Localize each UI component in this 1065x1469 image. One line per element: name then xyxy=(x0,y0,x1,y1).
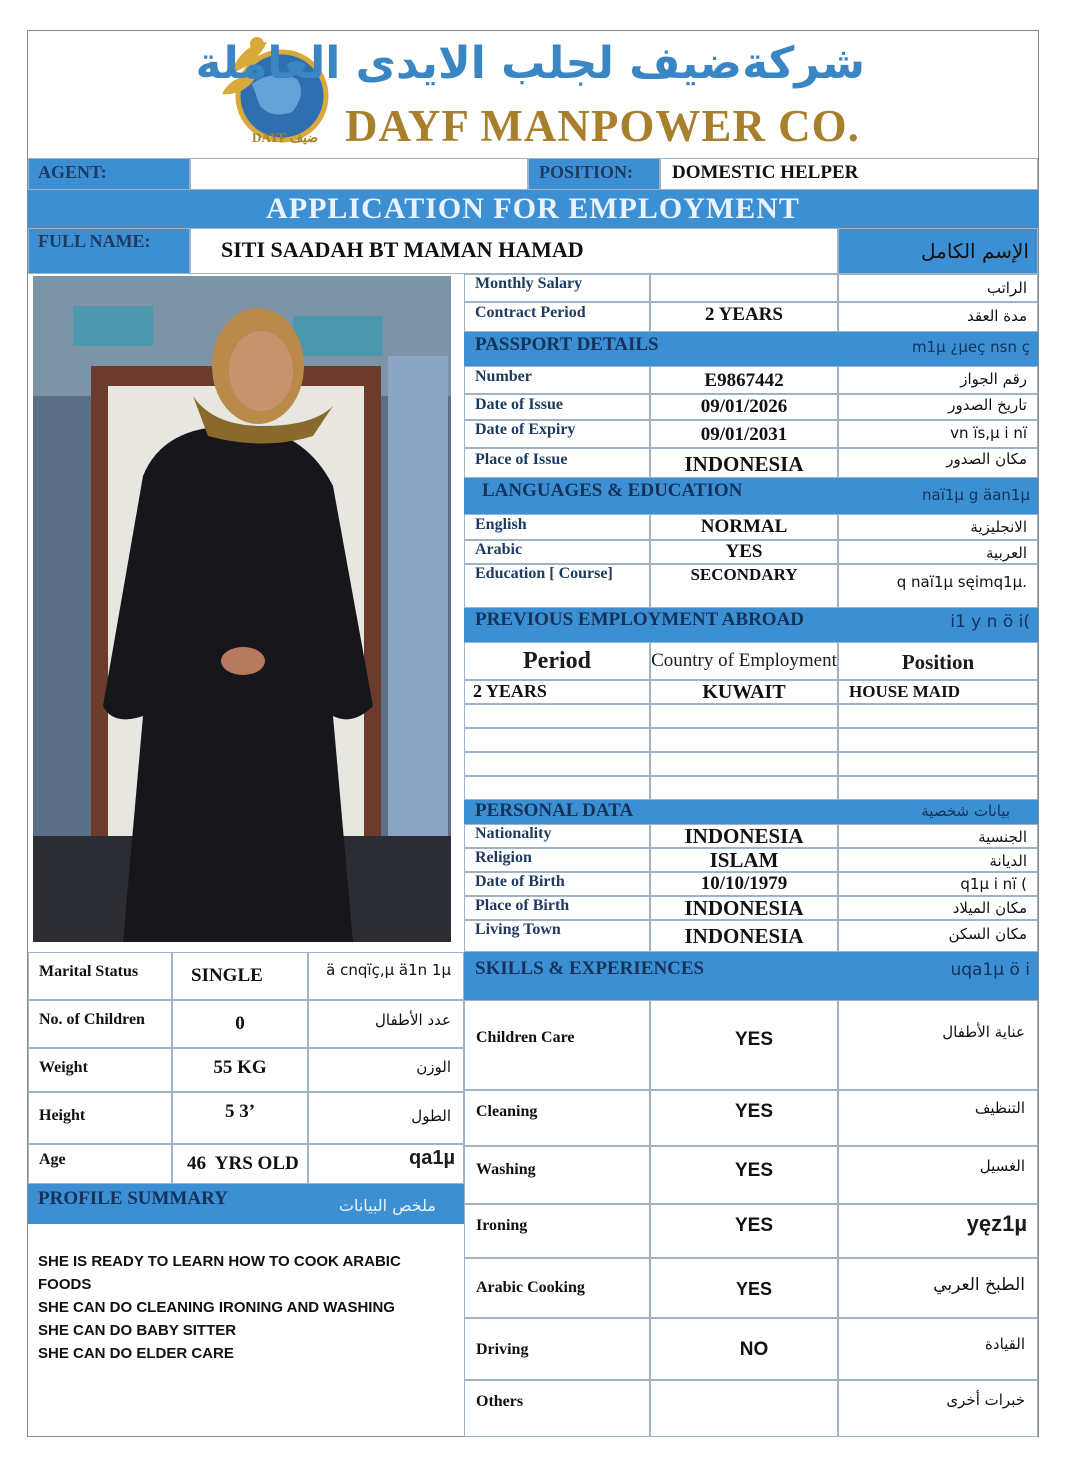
arabic-value: YES xyxy=(725,541,763,562)
employment-empty-row xyxy=(464,704,650,728)
salary-label-cell xyxy=(464,274,650,302)
languages-title: LANGUAGES & EDUCATION xyxy=(482,480,743,501)
nationality-value: INDONESIA xyxy=(684,824,804,848)
place-issue-ar: مكان الصدور xyxy=(946,450,1027,468)
english-label: English xyxy=(475,516,527,533)
fullname-value-cell xyxy=(190,228,838,274)
skill-others-label: Others xyxy=(476,1393,524,1410)
passport-title-ar: m1µ ¿µeç nsn ç xyxy=(911,338,1030,356)
place-issue-value: INDONESIA xyxy=(684,452,804,476)
skill-washing-value: YES xyxy=(734,1160,774,1181)
skill-driving-value: NO xyxy=(739,1339,769,1360)
profile-title: PROFILE SUMMARY xyxy=(38,1188,228,1209)
profile-section-header xyxy=(28,1184,464,1224)
height-value: 5 3’ xyxy=(224,1101,256,1122)
nationality-label: Nationality xyxy=(475,825,552,842)
skill-children-care-label: Children Care xyxy=(476,1029,575,1046)
skill-cleaning-ar: التنظيف xyxy=(974,1099,1025,1117)
living-town-value: INDONESIA xyxy=(684,924,804,948)
children-label: No. of Children xyxy=(39,1011,145,1028)
employment-empty-row xyxy=(464,728,650,752)
english-value: NORMAL xyxy=(700,516,788,537)
salary-label-ar: الراتب xyxy=(986,279,1027,297)
personal-title: PERSONAL DATA xyxy=(475,800,634,821)
marital-label: Marital Status xyxy=(39,963,139,980)
pob-ar: مكان الميلاد xyxy=(952,899,1027,917)
skill-ironing-label: Ironing xyxy=(476,1217,528,1234)
employment-empty-row xyxy=(464,776,650,800)
skill-others-ar: خبرات أخرى xyxy=(946,1391,1025,1409)
profile-title-ar: ملخص البيانات xyxy=(338,1196,436,1215)
skill-washing-ar: الغسيل xyxy=(979,1157,1025,1175)
skill-arabic-cooking-value: YES xyxy=(735,1279,773,1299)
pob-label: Place of Birth xyxy=(475,897,570,914)
salary-ar-cell xyxy=(838,274,1038,302)
agent-label: AGENT: xyxy=(38,162,107,182)
applicant-photo xyxy=(33,276,451,942)
logo-caption: DAYF ضيف xyxy=(251,130,319,145)
marital-ar: ä cnqïç,µ ä1n 1µ xyxy=(326,961,451,979)
skill-driving-ar: القيادة xyxy=(985,1335,1025,1353)
issue-date-ar: تاريخ الصدور xyxy=(948,396,1027,414)
profile-summary xyxy=(38,1250,458,1362)
religion-label: Religion xyxy=(475,849,532,866)
religion-value: ISLAM xyxy=(709,848,779,872)
contract-ar-cell xyxy=(838,302,1038,332)
skill-cleaning-label: Cleaning xyxy=(476,1103,538,1120)
salary-label: Monthly Salary xyxy=(475,275,583,292)
education-value: SECONDARY xyxy=(690,565,798,584)
employment-header-country: Country of Employment xyxy=(651,650,837,671)
age-label: Age xyxy=(39,1151,66,1168)
personal-stats-table xyxy=(28,952,464,1184)
english-ar: الانجليزية xyxy=(970,518,1027,536)
skills-section-header xyxy=(464,952,1038,1000)
weight-label: Weight xyxy=(39,1059,88,1076)
employment-position: HOUSE MAID xyxy=(849,682,960,701)
employment-empty-row xyxy=(464,752,650,776)
skills-title: SKILLS & EXPERIENCES xyxy=(475,958,705,979)
employment-header-position: Position xyxy=(901,650,975,674)
position-label: POSITION: xyxy=(539,162,634,182)
position-value: DOMESTIC HELPER xyxy=(672,162,859,183)
personal-section-header xyxy=(464,800,1038,824)
profile-line: SHE IS READY TO LEARN HOW TO COOK ARABIC FOODS xyxy=(38,1253,401,1293)
age-ar: qa1µ xyxy=(409,1147,455,1169)
languages-table xyxy=(464,514,1038,608)
company-name-english: DAYF MANPOWER CO. xyxy=(345,101,860,151)
skill-children-care-ar: عناية الأطفال xyxy=(942,1023,1025,1041)
education-label: Education [ Course] xyxy=(475,565,613,582)
skill-ironing-value: YES xyxy=(734,1215,774,1236)
skill-driving-label: Driving xyxy=(476,1341,529,1358)
employment-section-header xyxy=(464,608,1038,642)
weight-value: 55 KG xyxy=(213,1057,267,1078)
skills-title-ar: uqa1µ ö i xyxy=(950,960,1030,980)
passport-title: PASSPORT DETAILS xyxy=(475,334,659,355)
arabic-label: Arabic xyxy=(475,541,523,558)
height-label: Height xyxy=(39,1107,86,1124)
skill-ironing-ar: yęz1µ xyxy=(966,1211,1027,1236)
agent-label-cell xyxy=(28,158,190,190)
living-town-label: Living Town xyxy=(475,921,561,938)
profile-line: SHE CAN DO BABY SITTER xyxy=(38,1322,237,1339)
children-value: 0 xyxy=(235,1013,245,1034)
fullname-value: SITI SAADAH BT MAMAN HAMAD xyxy=(221,237,584,262)
passport-number-ar: رقم الجواز xyxy=(960,370,1027,388)
skill-arabic-cooking-ar: الطبخ العربي xyxy=(933,1275,1025,1295)
dob-ar: ) q1µ i nï xyxy=(960,875,1027,893)
passport-table xyxy=(464,366,1038,478)
contract-label-ar: مدة العقد xyxy=(967,307,1027,325)
fullname-label: FULL NAME: xyxy=(38,231,151,251)
age-value: 46 YRS OLD xyxy=(187,1153,299,1174)
arabic-ar: العربية xyxy=(986,544,1027,562)
pob-value: INDONESIA xyxy=(684,896,804,920)
position-value-cell xyxy=(660,158,1038,190)
contract-label: Contract Period xyxy=(475,304,586,321)
skills-table xyxy=(464,1000,1038,1437)
employment-header-period: Period xyxy=(523,648,591,674)
expiry-date-ar: vn ïs,µ i nï xyxy=(950,424,1027,442)
skill-cleaning-value: YES xyxy=(734,1101,774,1122)
salary-value-cell xyxy=(650,274,838,302)
issue-date-value: 09/01/2026 xyxy=(700,396,788,417)
contract-value-cell xyxy=(650,302,838,332)
marital-value: SINGLE xyxy=(191,965,263,986)
living-town-ar: مكان السكن xyxy=(948,925,1027,943)
employment-country: KUWAIT xyxy=(702,681,786,703)
expiry-date-label: Date of Expiry xyxy=(475,421,576,438)
employment-table xyxy=(464,642,1038,800)
contract-label-cell xyxy=(464,302,650,332)
nationality-ar: الجنسية xyxy=(978,828,1027,846)
personal-table xyxy=(464,824,1038,952)
profile-line: SHE CAN DO ELDER CARE xyxy=(38,1345,234,1362)
skill-arabic-cooking-label: Arabic Cooking xyxy=(476,1279,585,1296)
company-name-arabic: شركةضيف لجلب الايدى العاملة xyxy=(195,38,865,89)
fullname-ar-cell xyxy=(838,228,1038,274)
fullname-label-cell xyxy=(28,228,190,274)
issue-date-label: Date of Issue xyxy=(475,396,563,413)
height-ar: الطول xyxy=(411,1107,451,1125)
expiry-date-value: 09/01/2031 xyxy=(700,424,788,445)
religion-ar: الديانة xyxy=(989,852,1027,870)
passport-number-value: E9867442 xyxy=(704,370,784,391)
agent-value-cell xyxy=(190,158,528,190)
dob-label: Date of Birth xyxy=(475,873,565,890)
employment-title: PREVIOUS EMPLOYMENT ABROAD xyxy=(475,609,805,630)
languages-section-header xyxy=(464,478,1038,514)
passport-number-label: Number xyxy=(475,368,532,385)
position-label-cell xyxy=(528,158,660,190)
employment-title-ar: )i1 y n ö i xyxy=(950,612,1030,632)
education-ar: .q naï1µ sęimq1µ xyxy=(896,573,1027,591)
employment-period: 2 YEARS xyxy=(473,681,547,701)
dob-value: 10/10/1979 xyxy=(700,873,788,894)
skill-washing-label: Washing xyxy=(476,1161,536,1178)
skill-children-care-value: YES xyxy=(734,1029,774,1050)
personal-title-ar: بيانات شخصية xyxy=(921,802,1010,820)
contract-value: 2 YEARS xyxy=(705,304,783,325)
fullname-label-ar: الإسم الكامل xyxy=(920,239,1029,263)
title-bar xyxy=(28,190,1038,228)
form-title: APPLICATION FOR EMPLOYMENT xyxy=(266,192,800,225)
weight-ar: الوزن xyxy=(416,1058,451,1076)
languages-title-ar: naï1µ g äan1µ xyxy=(922,486,1030,504)
passport-section-header xyxy=(464,332,1038,366)
children-ar: عدد الأطفال xyxy=(375,1011,451,1029)
place-issue-label: Place of Issue xyxy=(475,451,568,468)
profile-line: SHE CAN DO CLEANING IRONING AND WASHING xyxy=(38,1299,395,1316)
